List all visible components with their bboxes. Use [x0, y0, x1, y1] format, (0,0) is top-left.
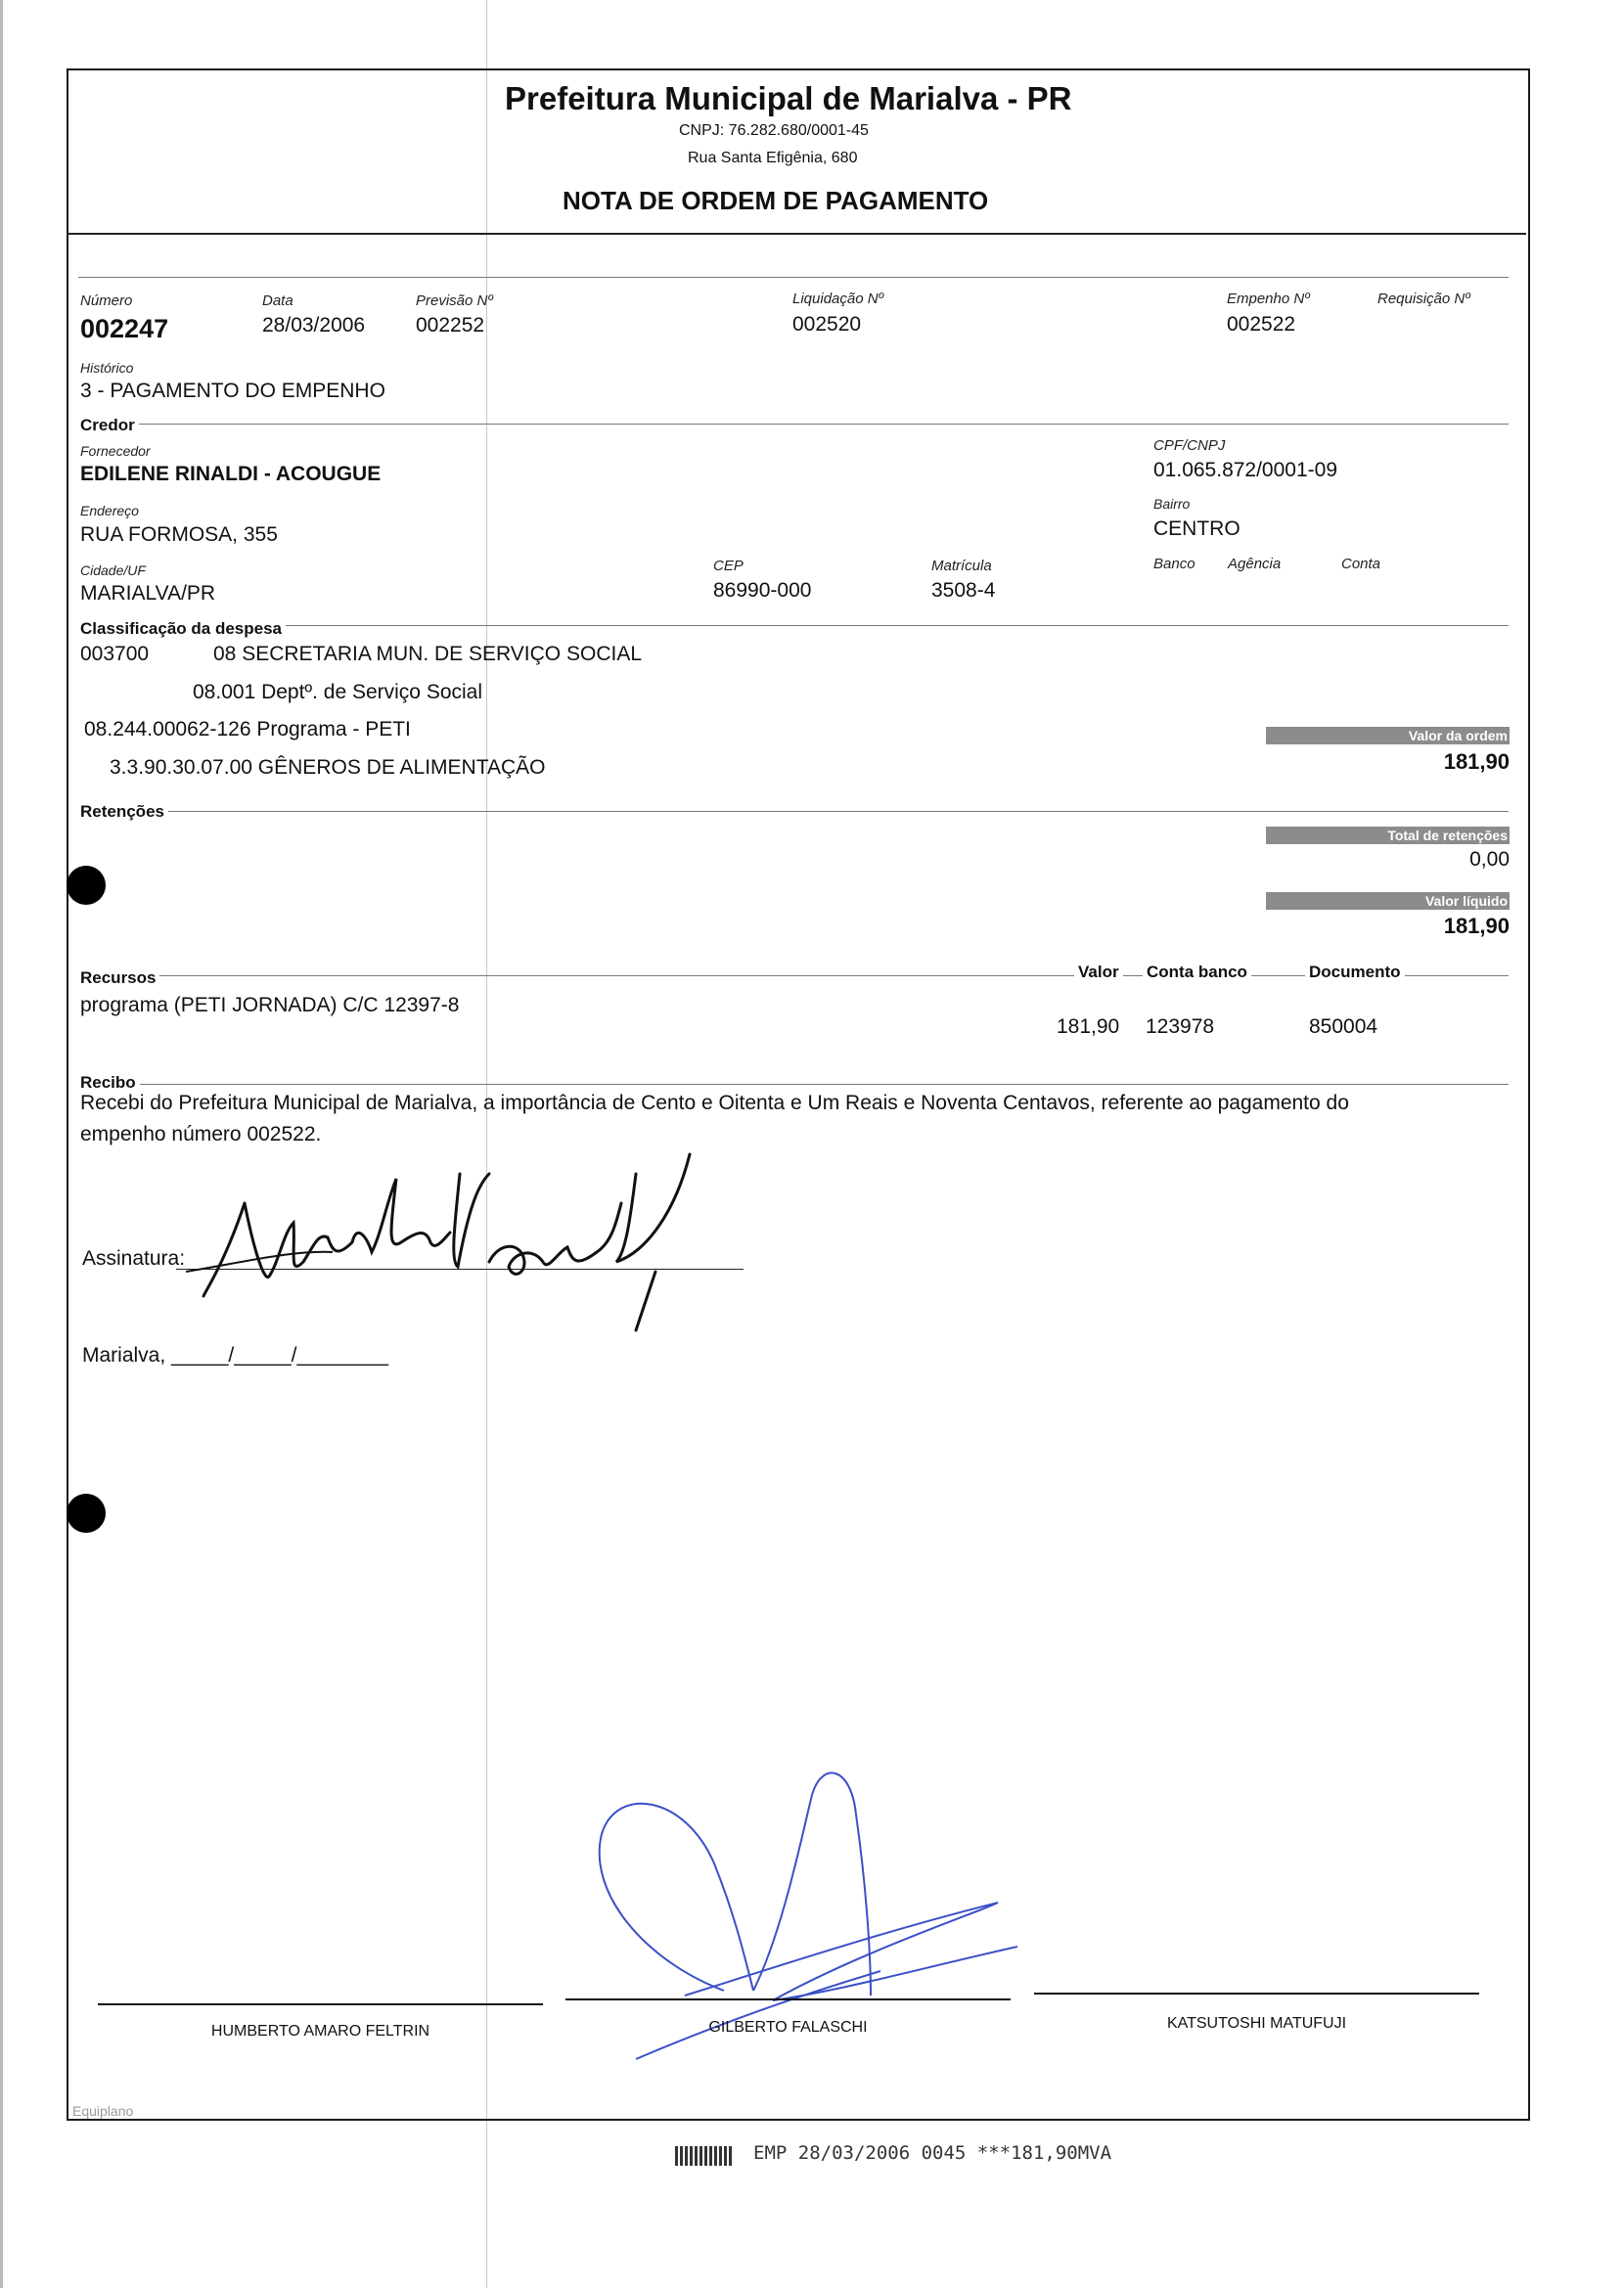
label-matricula: Matrícula	[931, 558, 992, 574]
header-divider	[67, 233, 1526, 235]
label-liquidacao: Liquidação Nº	[792, 291, 884, 307]
credor-fornecedor: EDILENE RINALDI - ACOUGUE	[80, 463, 382, 485]
footer-system: Equiplano	[72, 2103, 134, 2119]
credor-line	[80, 424, 1509, 425]
retencoes-line	[80, 811, 1509, 812]
col-valor: Valor	[1074, 963, 1123, 982]
header-address: Rua Santa Efigênia, 680	[688, 150, 858, 166]
label-fornecedor: Fornecedor	[80, 443, 151, 459]
punch-hole-bottom	[67, 1494, 106, 1533]
credor-cidade-uf: MARIALVA/PR	[80, 582, 216, 605]
label-endereco: Endereço	[80, 503, 139, 518]
classificacao-line1: 08 SECRETARIA MUN. DE SERVIÇO SOCIAL	[213, 643, 643, 665]
recibo-line	[80, 1084, 1509, 1085]
label-numero: Número	[80, 292, 133, 309]
section-retencoes: Retenções	[80, 802, 168, 822]
credor-bairro: CENTRO	[1153, 517, 1241, 540]
credor-cpf-cnpj: 01.065.872/0001-09	[1153, 459, 1338, 481]
label-historico: Histórico	[80, 360, 134, 376]
bank-stamp: EMP 28/03/2006 0045 ***181,90MVA	[753, 2142, 1112, 2164]
classificacao-line	[80, 625, 1509, 626]
col-documento: Documento	[1305, 963, 1405, 982]
valor-ordem: 181,90	[1443, 749, 1510, 774]
signatory-3: KATSUTOSHI MATUFUJI	[1166, 2015, 1347, 2032]
order-date: 28/03/2006	[262, 314, 366, 336]
page-title: Prefeitura Municipal de Marialva - PR	[505, 80, 1072, 116]
label-agencia: Agência	[1228, 556, 1282, 572]
header-total-retencoes: Total de retenções	[1266, 827, 1510, 844]
label-requisicao: Requisição Nº	[1377, 291, 1470, 307]
header-cnpj: CNPJ: 76.282.680/0001-45	[679, 122, 869, 139]
label-cpf-cnpj: CPF/CNPJ	[1153, 437, 1226, 454]
section-recibo: Recibo	[80, 1073, 140, 1093]
label-conta: Conta	[1341, 556, 1381, 572]
credor-cep: 86990-000	[713, 579, 812, 602]
recursos-valor: 181,90	[1057, 1015, 1120, 1038]
assinatura-label: Assinatura:	[82, 1247, 186, 1270]
section-classificacao: Classificação da despesa	[80, 619, 286, 639]
classificacao-code: 003700	[80, 643, 150, 665]
header-valor-ordem: Valor da ordem	[1266, 727, 1510, 744]
classificacao-line2: 08.001 Deptº. de Serviço Social	[193, 681, 483, 703]
recursos-documento: 850004	[1309, 1015, 1378, 1038]
signatory-2: GILBERTO FALASCHI	[708, 2019, 868, 2036]
label-bairro: Bairro	[1153, 496, 1191, 512]
label-cep: CEP	[713, 558, 744, 574]
col-conta-banco: Conta banco	[1143, 963, 1251, 982]
recursos-line	[80, 975, 1509, 976]
handwritten-signature	[186, 1144, 851, 1340]
bank-logo	[675, 2146, 732, 2166]
order-historico: 3 - PAGAMENTO DO EMPENHO	[80, 380, 385, 402]
valor-liquido: 181,90	[1443, 914, 1510, 938]
label-data: Data	[262, 292, 293, 309]
order-empenho: 002522	[1227, 313, 1296, 336]
credor-endereco: RUA FORMOSA, 355	[80, 523, 278, 546]
label-previsao: Previsão Nº	[416, 292, 493, 309]
signature-line-2	[565, 1998, 1011, 2000]
label-cidade-uf: Cidade/UF	[80, 562, 146, 578]
section-recursos: Recursos	[80, 968, 159, 988]
scan-left-edge	[0, 0, 3, 2288]
classificacao-line4: 3.3.90.30.07.00 GÊNEROS DE ALIMENTAÇÃO	[110, 756, 546, 779]
recursos-descricao: programa (PETI JORNADA) C/C 12397-8	[80, 994, 460, 1016]
document-title: NOTA DE ORDEM DE PAGAMENTO	[563, 186, 989, 215]
classificacao-line3: 08.244.00062-126 Programa - PETI	[84, 718, 411, 740]
signature-line-3	[1034, 1993, 1479, 1995]
order-previsao: 002252	[416, 314, 485, 336]
total-retencoes: 0,00	[1469, 848, 1510, 871]
order-number: 002247	[80, 314, 169, 343]
header-valor-liquido: Valor líquido	[1266, 892, 1510, 910]
local-data: Marialva, _____/_____/________	[82, 1344, 388, 1367]
punch-hole-top	[67, 866, 106, 905]
label-banco: Banco	[1153, 556, 1195, 572]
recursos-conta-banco: 123978	[1146, 1015, 1215, 1038]
recibo-text-line1: Recebi do Prefeitura Municipal de Marialva, a importância de Cento e Oitenta e Um Reais e Noventa Centavos, referente ao pagamento do	[80, 1092, 1349, 1114]
section-credor: Credor	[80, 416, 139, 435]
recibo-text-line2: empenho número 002522.	[80, 1123, 322, 1145]
order-liquidacao: 002520	[792, 313, 862, 336]
signatory-1: HUMBERTO AMARO FELTRIN	[210, 2023, 430, 2040]
order-top-line	[78, 277, 1509, 278]
label-empenho: Empenho Nº	[1227, 291, 1310, 307]
credor-matricula: 3508-4	[931, 579, 996, 602]
signature-line-1	[98, 2003, 543, 2005]
